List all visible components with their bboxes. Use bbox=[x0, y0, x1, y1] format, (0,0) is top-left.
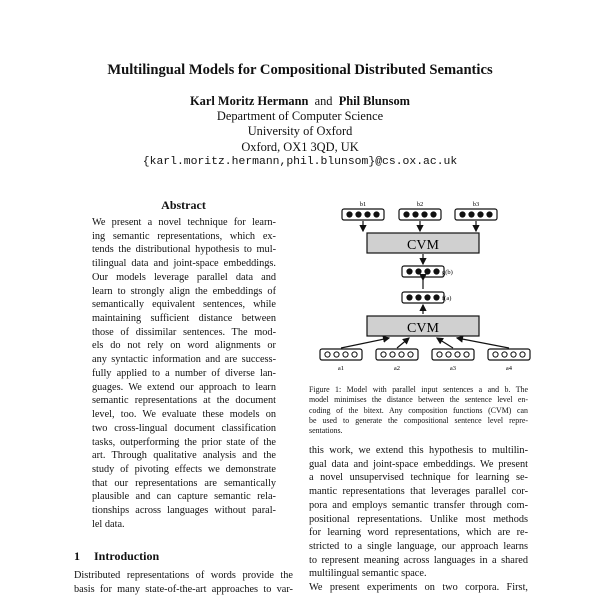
vector-label-a3: a3 bbox=[449, 365, 457, 372]
word-vector-b2-dot bbox=[431, 212, 436, 217]
text-line: coding of the bitext. Any composition functions (CVM) can bbox=[309, 405, 528, 415]
text-line: We present experiments on two corpora. First, bbox=[309, 582, 528, 594]
abstract-body bbox=[92, 216, 276, 532]
text-line: to represent meaning across languages in a shared bbox=[309, 554, 528, 566]
text-line: semantic representations at the document bbox=[92, 395, 276, 407]
vector-label-b2: b2 bbox=[416, 201, 424, 208]
affiliation-university: University of Oxford bbox=[247, 124, 353, 139]
word-vector-b2-dot bbox=[404, 212, 409, 217]
word-vector-b3-dot bbox=[460, 212, 465, 217]
cvm-label-bottom: CVM bbox=[407, 321, 439, 336]
word-vector-b3-dot bbox=[487, 212, 492, 217]
text-line: tasks, outperforming the prior state of the bbox=[92, 436, 276, 448]
abstract-heading: Abstract bbox=[161, 198, 206, 212]
text-line: mantic representations that leverages parallel cor- bbox=[309, 486, 528, 498]
arrow bbox=[437, 338, 453, 348]
word-vector-b1-dot bbox=[374, 212, 379, 217]
author-conjunction: and bbox=[314, 94, 333, 108]
text-line: tionships across languages without paral- bbox=[92, 505, 276, 517]
text-line: sentations. bbox=[309, 426, 343, 436]
word-vector-b1-dot bbox=[356, 212, 361, 217]
text-line: tilingual data and joint-space embeddings. bbox=[92, 258, 276, 270]
vector-label-b3: b3 bbox=[472, 201, 480, 208]
word-vector-a4-dot bbox=[493, 352, 498, 357]
word-vector-a2-dot bbox=[408, 352, 413, 357]
text-line: a novel unsupervised technique for learning se- bbox=[309, 472, 528, 484]
vector-label-a4: a4 bbox=[505, 365, 513, 372]
text-line: level, too. We evaluate these models on bbox=[92, 409, 276, 421]
text-line: els do not rely on word alignments or bbox=[92, 340, 276, 352]
word-vector-a2-dot bbox=[381, 352, 386, 357]
text-line: study of pivoting effects we demonstrate bbox=[92, 463, 276, 475]
cvm-label-top: CVM bbox=[407, 238, 439, 253]
author-name-2: Phil Blunsom bbox=[338, 94, 410, 108]
text-line: lel data. bbox=[92, 518, 125, 530]
figure-caption bbox=[309, 385, 528, 436]
word-vector-a1-dot bbox=[325, 352, 330, 357]
sentence-vector-gb-dot bbox=[416, 269, 421, 274]
text-line: ing semantic representations, which ex- bbox=[92, 230, 276, 242]
author-emails: {karl.moritz.hermann,phil.blunsom}@cs.ox.ac.uk bbox=[142, 155, 458, 168]
word-vector-a4-dot bbox=[520, 352, 525, 357]
word-vector-a1-dot bbox=[343, 352, 348, 357]
word-vector-a3-dot bbox=[446, 352, 451, 357]
arrow bbox=[341, 338, 389, 348]
text-line: model minimises the distance between the sentence level en- bbox=[309, 395, 528, 405]
text-line: semantically equivalent sentences, while bbox=[92, 299, 276, 311]
text-line: plausible and can capture semantic rela- bbox=[92, 491, 276, 503]
word-vector-a2-dot bbox=[390, 352, 395, 357]
text-line: multilingual semantic space. bbox=[309, 568, 427, 580]
text-line: tends the distributional hypothesis to mul- bbox=[92, 244, 276, 256]
word-vector-a1-dot bbox=[334, 352, 339, 357]
text-line: that our representations are semantically bbox=[92, 477, 276, 489]
text-line: We present a novel technique for learn- bbox=[92, 217, 276, 228]
text-line: learn to strongly align the embeddings of bbox=[92, 285, 276, 297]
text-line: stricted to a single language, our approach learns bbox=[309, 541, 528, 553]
arrow bbox=[457, 338, 509, 348]
text-line: basis for many state-of-the-art approaches to var- bbox=[74, 583, 293, 595]
arrow bbox=[397, 338, 409, 348]
affiliation-department: Department of Computer Science bbox=[216, 109, 384, 124]
sentence-vector-gb-dot bbox=[407, 269, 412, 274]
sentence-vector-fa-dot bbox=[434, 295, 439, 300]
word-vector-a4-dot bbox=[511, 352, 516, 357]
figure-model-diagram bbox=[309, 198, 539, 380]
vector-label-gb: g(b) bbox=[442, 269, 453, 276]
word-vector-b3-dot bbox=[478, 212, 483, 217]
word-vector-b2-dot bbox=[422, 212, 427, 217]
text-line: positional representations. Unlike most methods bbox=[309, 513, 528, 525]
author-name-1: Karl Moritz Hermann bbox=[190, 94, 309, 108]
text-line: gual data and joint-space embeddings. We present bbox=[309, 458, 528, 470]
right-column-body bbox=[309, 444, 528, 595]
section-title: Introduction bbox=[94, 549, 160, 563]
vector-label-a2: a2 bbox=[393, 365, 401, 372]
vector-label-b1: b1 bbox=[359, 201, 367, 208]
section-number: 1 bbox=[74, 549, 80, 563]
text-line: Distributed representations of words provide the bbox=[74, 570, 293, 581]
word-vector-a3-dot bbox=[437, 352, 442, 357]
text-line: guages. We extend our approach to learn bbox=[92, 381, 276, 393]
text-line: two cross-lingual document classification bbox=[92, 422, 276, 434]
sentence-vector-fa-dot bbox=[425, 295, 430, 300]
text-line: art. Through qualitative analysis and the bbox=[92, 450, 276, 462]
word-vector-a4-dot bbox=[502, 352, 507, 357]
affiliation-address: Oxford, OX1 3QD, UK bbox=[241, 139, 359, 154]
word-vector-b1-dot bbox=[365, 212, 370, 217]
vector-label-a1: a1 bbox=[337, 365, 345, 372]
text-line: those of dissimilar sentences. The mod- bbox=[92, 326, 276, 338]
word-vector-b2-dot bbox=[413, 212, 418, 217]
sentence-vector-fa-dot bbox=[416, 295, 421, 300]
paper-title: Multilingual Models for Compositional Distributed Semantics bbox=[107, 62, 493, 78]
author-block bbox=[0, 94, 600, 170]
introduction-body bbox=[74, 569, 293, 596]
word-vector-a2-dot bbox=[399, 352, 404, 357]
sentence-vector-gb-dot bbox=[425, 269, 430, 274]
text-line: this work, we extend this hypothesis to multilin- bbox=[309, 445, 528, 456]
word-vector-a3-dot bbox=[464, 352, 469, 357]
word-vector-b1-dot bbox=[347, 212, 352, 217]
sentence-vector-gb-dot bbox=[434, 269, 439, 274]
word-vector-a3-dot bbox=[455, 352, 460, 357]
text-line: for learning word representations, which are re- bbox=[309, 527, 528, 539]
text-line: Figure 1: Model with parallel input sentences a and b. The bbox=[309, 385, 528, 394]
word-vector-a1-dot bbox=[352, 352, 357, 357]
text-line: fully applied to a number of diverse lan- bbox=[92, 367, 276, 379]
text-line: maintaining sufficient distance between bbox=[92, 313, 276, 325]
text-line: be used to generate the compositional sentence level repre- bbox=[309, 415, 528, 425]
text-line: pora and employs semantic transfer through com- bbox=[309, 499, 528, 511]
word-vector-b3-dot bbox=[469, 212, 474, 217]
text-line: Our models leverage parallel data and bbox=[92, 271, 276, 283]
section-heading-introduction bbox=[74, 549, 159, 564]
vector-label-fa: f(a) bbox=[442, 295, 452, 302]
text-line: any syntactic information and are success- bbox=[92, 354, 276, 366]
sentence-vector-fa-dot bbox=[407, 295, 412, 300]
